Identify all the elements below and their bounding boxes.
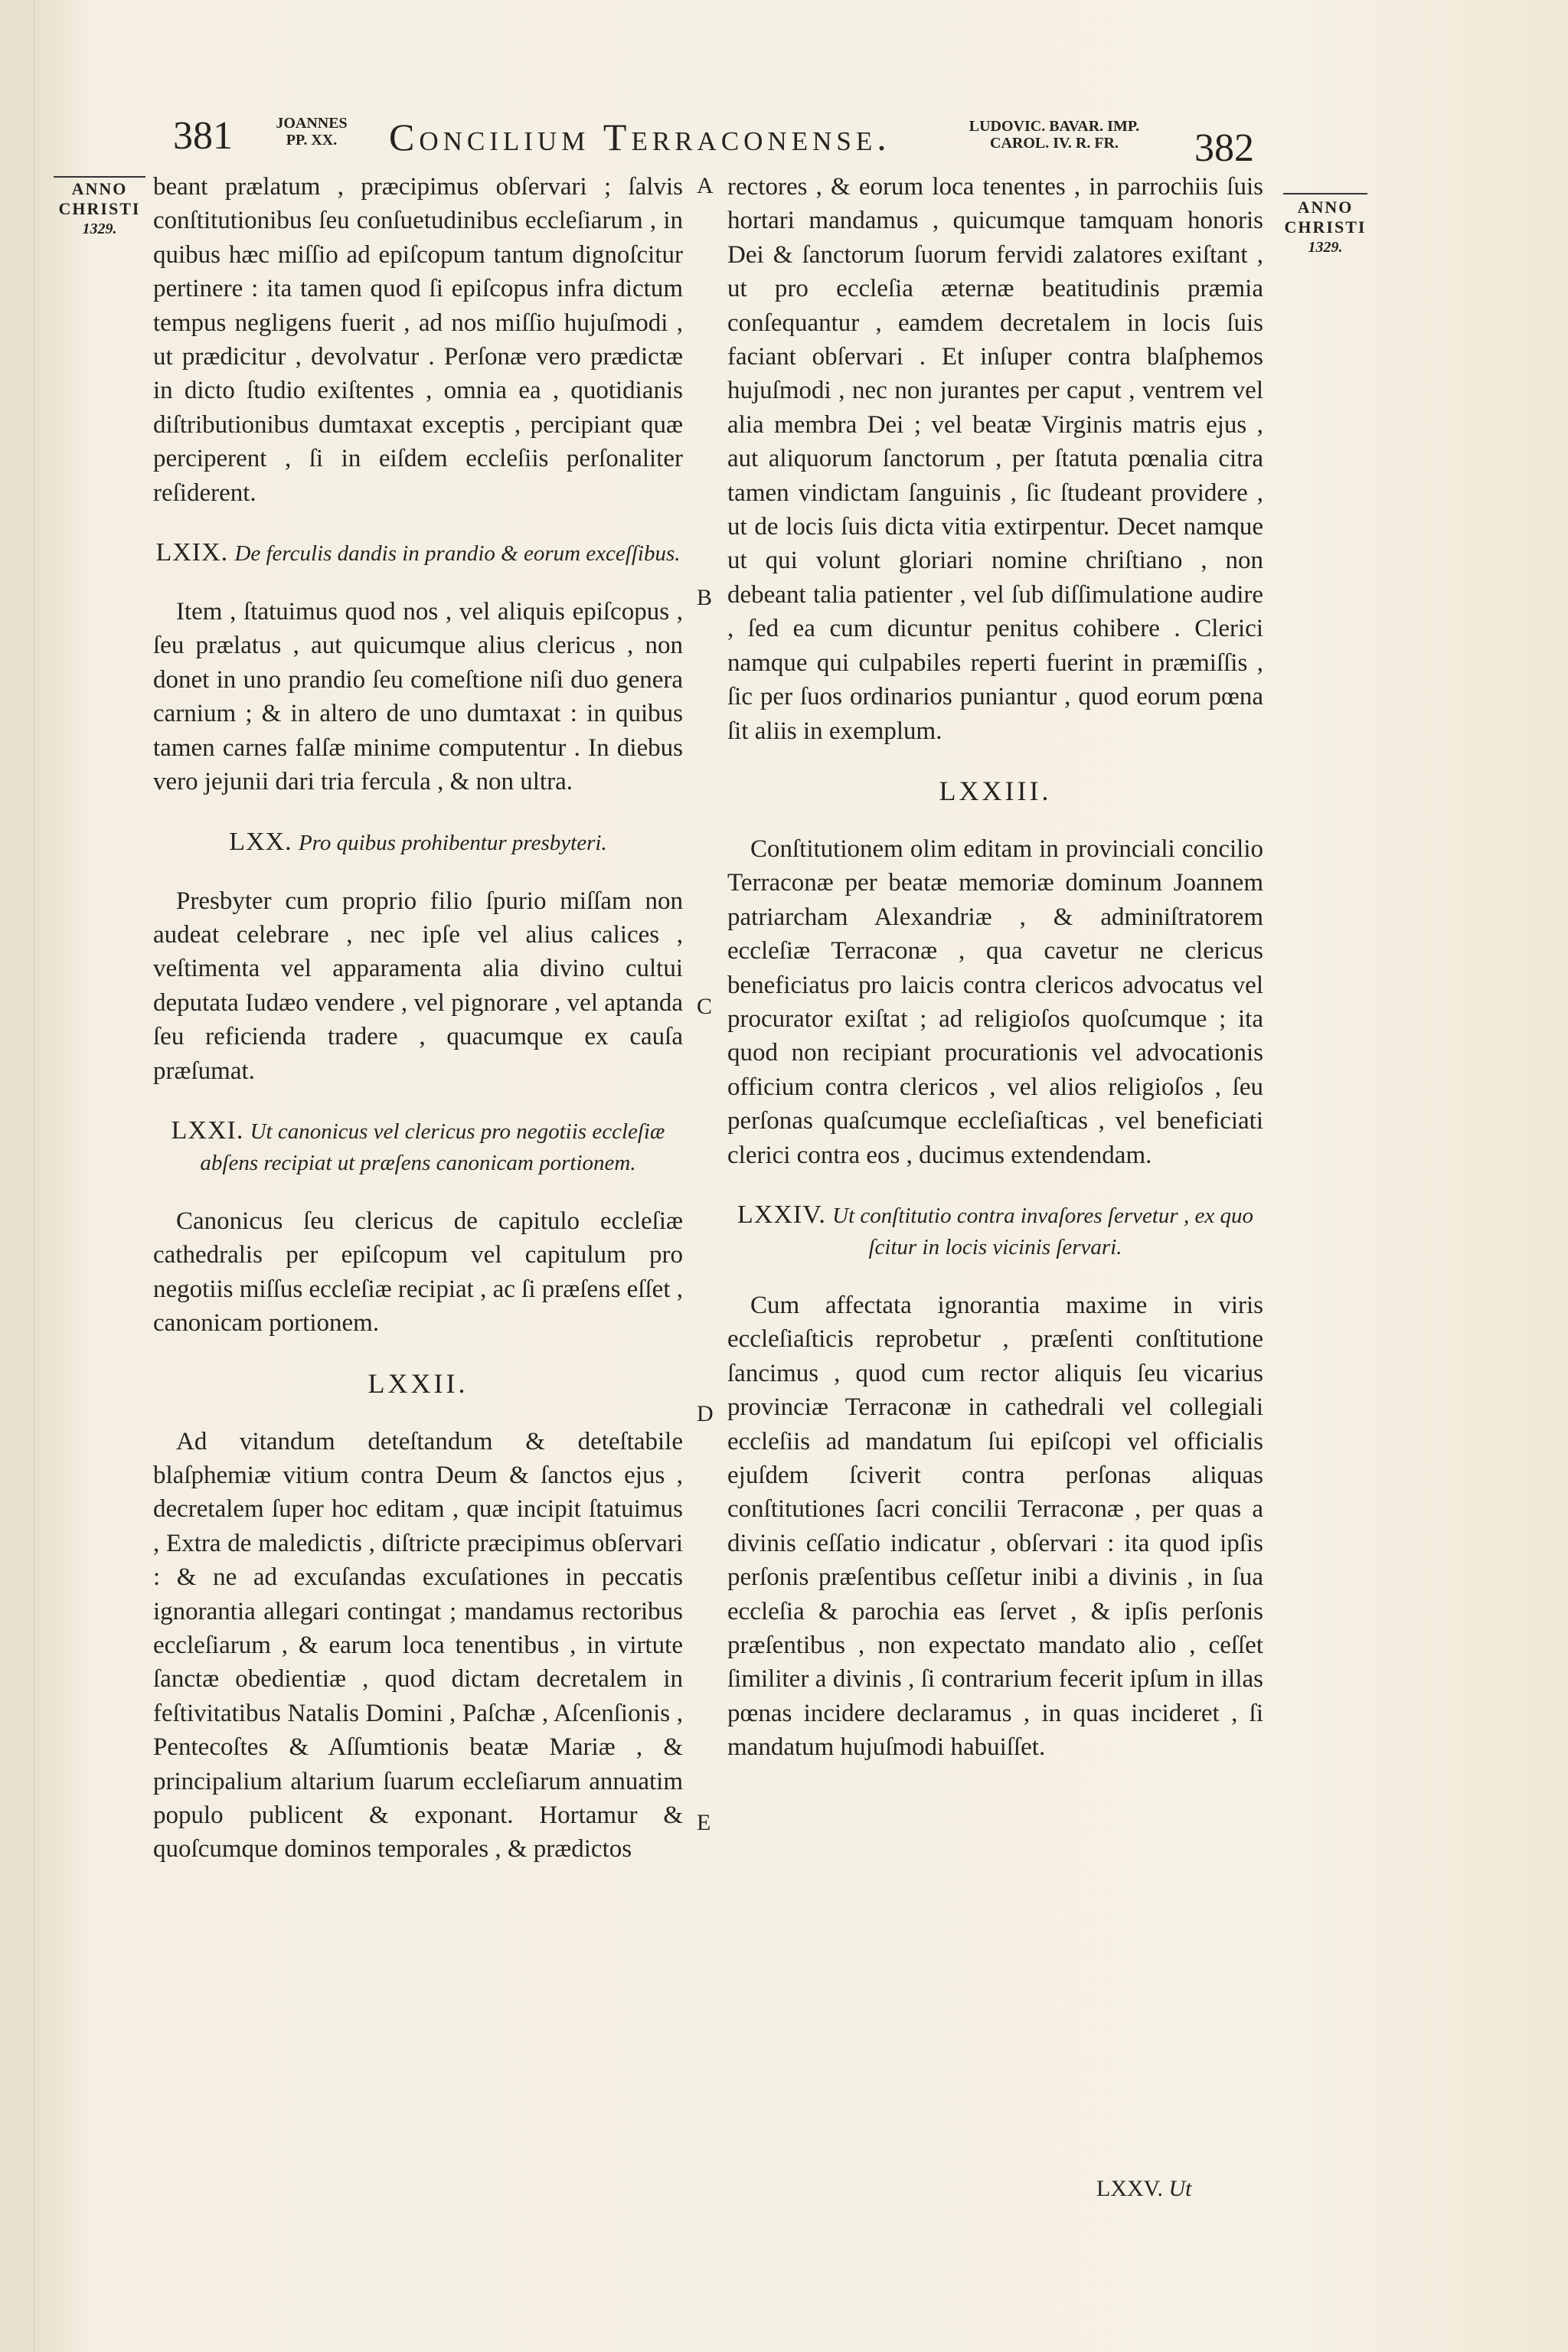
header-title: Concilium Terraconense. xyxy=(389,116,891,158)
previous-page-edge xyxy=(0,0,34,2352)
chapter-lxxi-text: Canonicus ſeu clericus de capitulo eccleſiæ cathedralis per epiſcopum vel capitulum pro negotiis miſſus eccleſiæ recipiat , ac ſi præſens eſſet , canonicam portionem. xyxy=(153,1207,683,1338)
margin-note-right-christi: CHRISTI xyxy=(1284,217,1367,237)
right-column xyxy=(727,170,1263,1765)
chapter-lxxiv-heading xyxy=(727,1200,1263,1263)
header-emperor-line1: LUDOVIC. BAVAR. IMP. xyxy=(969,118,1140,135)
chapter-lxix-title: De ferculis dandis in prandio & eorum exceſſibus. xyxy=(234,541,681,567)
catchword-word: Ut xyxy=(1168,2176,1192,2201)
chapter-lxxiv-number: LXXIV. xyxy=(737,1200,826,1229)
chapter-lxxiii-text: Conſtitutionem olim editam in provinciali concilio Terraconæ per beatæ memoriæ dominum Joannem patriarcham Alexandriæ , & adminiſtratorem eccleſiæ Terraconæ , qua cavetur ne clericus beneficiatus pro laicis contra clericos advocatus vel procurator exiſtat ; ad religioſos quoſcumque ; ita quod non recipiant procurationis vel advocationis officium contra clericos , vel alios religioſos , ſeu perſonas quaſcumque eccleſiaſticas , vel beneficiati clerici contra eos , ducimus extendendam. xyxy=(727,835,1263,1169)
chapter-lxxii-heading: LXXII. xyxy=(368,1367,469,1399)
margin-note-left-anno: ANNO xyxy=(71,179,128,198)
margin-note-left xyxy=(54,176,145,239)
header-emperor xyxy=(943,118,1165,152)
catchword-number: LXXV. xyxy=(1096,2176,1163,2201)
margin-note-right-year: 1329. xyxy=(1308,239,1343,256)
chapter-lxix-number: LXIX. xyxy=(155,538,229,567)
section-letter-d: D xyxy=(697,1401,714,1426)
header-pope xyxy=(270,115,354,149)
chapter-lxix-heading xyxy=(153,537,683,569)
header-emperor-line2: CAROL. IV. R. FR. xyxy=(990,135,1119,152)
margin-note-left-year: 1329. xyxy=(82,220,117,237)
chapter-lxxi-title: Ut canonicus vel clericus pro negotiis eccleſiæ abſens recipiat ut præſens canonicam portionem. xyxy=(200,1119,665,1175)
page-number-right: 382 xyxy=(1194,126,1254,170)
left-continuation-text: beant prælatum , præcipimus obſervari ; ſalvis conſtitutionibus ſeu conſuetudinibus eccleſiarum , in quibus hæc miſſio ad epiſcopum tantum dignoſcitur pertinere : ita tamen quod ſi epiſcopus infra dictum tempus negligens fuerit , ad nos miſſio hujuſmodi , ut prædicitur , devolvatur . Perſonæ vero prædictæ in dicto ſtudio exiſtentes , omnia ea , quotidianis diſtributionibus dumtaxat exceptis , percipiant quæ perciperent , ſi in eiſdem eccleſiis perſonaliter reſiderent. xyxy=(153,173,683,507)
chapter-lxxii-text: Ad vitandum deteſtandum & deteſtabile blaſphemiæ vitium contra Deum & ſanctos ejus , decretalem ſuper hoc editam , quæ incipit ſtatuimus , Extra de maledictis , diſtricte præcipimus obſervari : & ne ad excuſandas excuſationes in peccatis ignorantia allegari contingat ; mandamus rectoribus eccleſiarum , & earum loca tenentibus , in virtute ſanctæ obedientiæ , quod dictam decretalem in feſtivitatibus Natalis Domini , Paſchæ , Aſcenſionis , Pentecoſtes & Aſſumtionis beatæ Mariæ , & principalium altarium ſuarum eccleſiarum annuatim populo publicent & exponant. Hortamur & quoſcumque dominos temporales , & prædictos xyxy=(153,1427,683,1864)
chapter-lxxi-heading xyxy=(153,1116,683,1178)
catchword xyxy=(1096,2176,1191,2202)
chapter-lxx-heading xyxy=(153,827,683,858)
margin-note-right-anno: ANNO xyxy=(1297,198,1354,217)
section-letter-c: C xyxy=(697,994,713,1019)
running-header xyxy=(0,107,1568,168)
chapter-lxx-number: LXX. xyxy=(229,827,292,856)
header-pope-number: PP. XX. xyxy=(286,132,338,149)
margin-note-left-christi: CHRISTI xyxy=(58,199,141,218)
chapter-lxxi-number: LXXI. xyxy=(171,1116,244,1145)
chapter-lxx-title: Pro quibus prohibentur presbyteri. xyxy=(298,830,607,855)
section-letter-a: A xyxy=(697,173,714,198)
chapter-lxxiii-heading: LXXIII. xyxy=(939,775,1052,806)
section-letter-b: B xyxy=(697,585,713,610)
chapter-lxxiv-title: Ut conſtitutio contra invaſores ſervetur , ex quo ſcitur in locis vicinis ſervari. xyxy=(832,1203,1253,1259)
header-pope-name: JOANNES xyxy=(276,115,348,132)
chapter-lxix-text: Item , ſtatuimus quod nos , vel aliquis epiſcopus , ſeu prælatus , aut quicumque alius clericus , non donet in uno prandio ſeu comeſtione niſi duo genera carnium ; & in altero de uno dumtaxat : in quibus tamen carnes falſæ minime computentur . In diebus vero jejunii dari tria fercula , & non ultra. xyxy=(153,598,683,796)
chapter-lxx-text: Presbyter cum proprio filio ſpurio miſſam non audeat celebrare , nec ipſe vel alius calices , veſtimenta vel apparamenta alia divino cultui deputata Iudæo vendere , vel pignorare , vel aptanda ſeu reficienda tradere , quacumque ex cauſa præſumat. xyxy=(153,887,683,1085)
left-column xyxy=(153,170,683,1867)
right-continuation-text: rectores , & eorum loca tenentes , in parrochiis ſuis hortari mandamus , quicumque tamquam honoris Dei & ſanctorum ſuorum fervidi zalatores exiſtant , ut pro eccleſia æternæ beatitudinis præmia conſequantur , eamdem decretalem in locis ſuis faciant obſervari . Et inſuper contra blaſphemos hujuſmodi , nec non jurantes per caput , ventrem vel alia membra Dei ; vel beatæ Virginis matris ejus , aut aliquorum ſanctorum , per ſtatuta pœnalia citra tamen vindictam ſanguinis , ſic ſtudeant providere , ut de locis ſuis dicta vitia extirpentur. Decet namque ut qui volunt gloriari nomine chriſtiano , non debeant talia patienter , vel ſub diſſimulatione audire , ſed ea cum dicuntur penitus cohibere . Clerici namque qui culpabiles reperti fuerint in præmiſſis , ſic per ſuos ordinarios puniantur , quod eorum pœna ſit aliis in exemplum. xyxy=(727,173,1263,745)
margin-note-right xyxy=(1283,193,1367,257)
page-number-left: 381 xyxy=(173,114,233,158)
chapter-lxxiv-text: Cum affectata ignorantia maxime in viris eccleſiaſticis reprobetur , præſenti conſtitutione ſancimus , quod cum rector aliquis ſeu vicarius provinciæ Terraconæ in cathedrali vel collegiali eccleſiis ad mandatum ſui epiſcopi vel officialis ejuſdem ſciverit contra perſonas aliquas conſtitutiones ſacri concilii Terraconæ , per quas a divinis ceſſatio indicatur , obſervari : ita quod ipſis perſonis præſentibus ceſſetur inibi a divinis , in ſua eccleſia & parochia eas ſervet , & ipſis perſonis præſentibus , non expectato mandato alio , ceſſet ſimiliter a divinis , ſi contrarium fecerit ipſum in illas pœnas incidere declaramus , in quas incideret , ſi mandatum hujuſmodi habuiſſet. xyxy=(727,1291,1263,1762)
section-letter-e: E xyxy=(697,1810,711,1835)
